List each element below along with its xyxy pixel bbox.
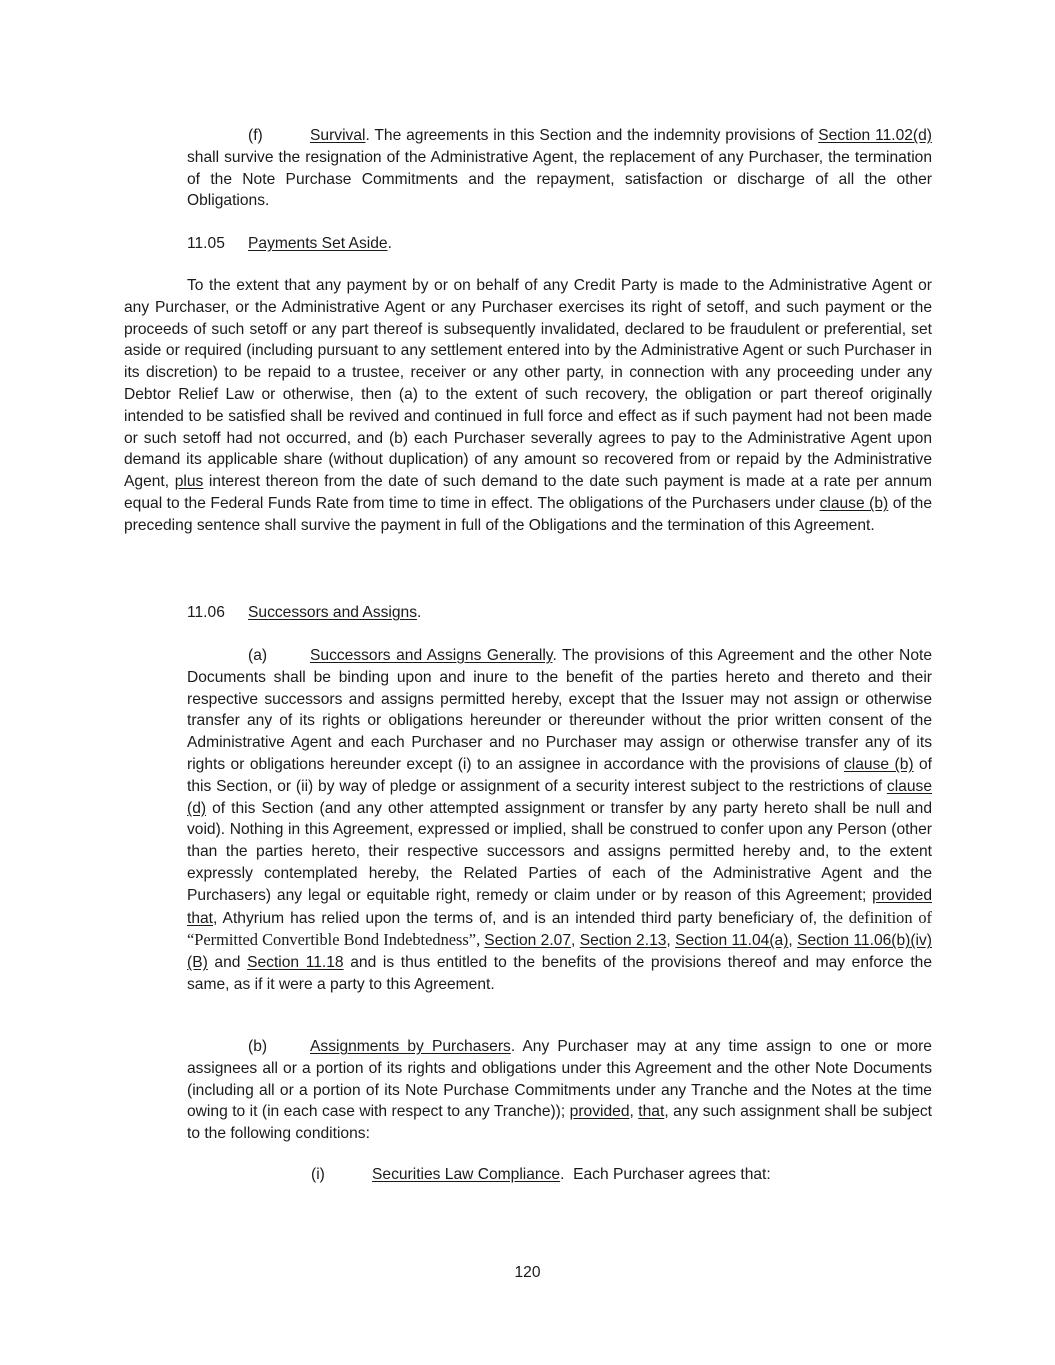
paragraph-number: (i)	[311, 1166, 325, 1183]
definition-reference: the definition of “Permitted Convertible Bond Indebtedness”,	[187, 907, 932, 950]
that-term: that	[187, 909, 214, 927]
section-title: Successors and Assigns	[248, 604, 418, 621]
cross-reference: Section 2.13	[579, 932, 667, 950]
paragraph-number: (b)	[248, 1038, 268, 1055]
section-number: 11.06	[187, 604, 225, 621]
cross-reference: clause (d)	[187, 777, 932, 817]
that-term: that	[638, 1103, 665, 1121]
paragraph-number: (a)	[248, 647, 268, 664]
paragraph-i-securities: (i) Securities Law Compliance. Each Purchaser agrees that:	[311, 1164, 931, 1186]
section-number: 11.05	[187, 235, 225, 252]
provided-term: provided	[872, 886, 932, 904]
cross-reference: Section 11.02(d)	[818, 127, 932, 144]
cross-reference: Section 2.07	[484, 932, 572, 950]
section-heading-11-06: 11.06 Successors and Assigns.	[187, 602, 687, 624]
provided-term: provided	[569, 1103, 630, 1121]
cross-reference: Section 11.06(b)(iv)(B)	[187, 932, 933, 972]
section-heading-11-05: 11.05 Payments Set Aside.	[187, 233, 687, 255]
page-number: 120	[514, 1264, 541, 1281]
paragraph-number: (f)	[248, 127, 263, 144]
paragraph-heading: Survival	[310, 127, 366, 144]
cross-reference: Section 11.04(a)	[675, 932, 789, 950]
cross-reference: clause (b)	[819, 494, 889, 512]
paragraph-heading: Securities Law Compliance	[372, 1166, 561, 1183]
paragraph-f-survival: (f) Survival. The agreements in this Section and the indemnity provisions of Section 11.02(d) shall survive the resignation of the Administrative Agent, the replacement of any Purchaser, the termination of the Note Purchase Commitments and the repayment, satisfaction or discharge of all the other Obligations.	[187, 127, 932, 210]
paragraph-heading: Assignments by Purchasers	[310, 1038, 511, 1055]
cross-reference: clause (b)	[844, 755, 914, 773]
paragraph-heading: Successors and Assigns Generally	[310, 647, 553, 664]
plus-term: plus	[174, 473, 204, 491]
paragraph-11-05: To the extent that any payment by or on behalf of any Credit Party is made to the Administrative Agent or any Purchaser, or the Administrative Agent or any Purchaser exercises its right of setoff, and such payment or the proceeds of such setoff or any part thereof is subsequently invalidated, declared to be fraudulent or preferential, set aside or required (including pursuant to any settlement entered into by the Administrative Agent or such Purchaser in its discretion) to be repaid to a trustee, receiver or any other party, in connection with any proceeding under any Debtor Relief Law or otherwise, then (a) to the extent of such recovery, the obligation or part thereof originally intended to be satisfied shall be revived and continued in full force and effect as if such payment had not been made or such setoff had not occurred, and (b) each Purchaser severally agrees to pay to the Administrative Agent upon demand its applicable share (without duplication) of any amount so recovered from or repaid by the Administrative Agent, plus interest thereon from the date of such demand to the date such payment is made at a rate per annum equal to the Federal Funds Rate from time to time in effect. The obligations of the Purchasers under clause (b) of the preceding sentence shall survive the payment in full of the Obligations and the termination of this Agreement.	[124, 277, 932, 534]
paragraph-a-successors: (a) Successors and Assigns Generally. The provisions of this Agreement and the other Note Documents shall be binding upon and inure to the benefit of the parties hereto and thereto and their respective successors and assigns permitted hereby, except that the Issuer may not assign or otherwise transfer any of its rights or obligations hereunder or thereunder without the prior written consent of the Administrative Agent and each Purchaser and no Purchaser may assign or otherwise transfer any of its rights or obligations hereunder except (i) to an assignee in accordance with the provisions of clause (b) of this Section, or (ii) by way of pledge or assignment of a security interest subject to the restrictions of clause (d) of this Section (and any other attempted assignment or transfer by any party hereto shall be null and void). Nothing in this Agreement, expressed or implied, shall be construed to confer upon any Person (other than the parties hereto, their respective successors and assigns permitted hereby and, to the extent expressly contemplated hereby, the Related Parties of each of the Administrative Agent and the Purchasers) any legal or equitable right, remedy or claim under or by reason of this Agreement; provided that, Athyrium has relied upon the terms of, and is an intended third party beneficiary of, the definition of “Permitted Convertible Bond Indebtedness”, Section 2.07, Section 2.13, Section 11.04(a), Section 11.06(b)(iv)(B) and Section 11.18 and is thus entitled to the benefits of the provisions thereof and may enforce the same, as if it were a party to this Agreement.	[187, 647, 933, 993]
section-title: Payments Set Aside	[248, 235, 388, 252]
cross-reference: Section 11.18	[247, 954, 344, 972]
paragraph-b-assignments: (b) Assignments by Purchasers. Any Purchaser may at any time assign to one or more assignees all or a portion of its rights and obligations under this Agreement and the other Note Documents (including all or a portion of its Note Purchase Commitments under any Tranche and the Notes at the time owing to it (in each case with respect to any Tranche)); provided, that, any such assignment shall be subject to the following conditions:	[187, 1038, 932, 1143]
